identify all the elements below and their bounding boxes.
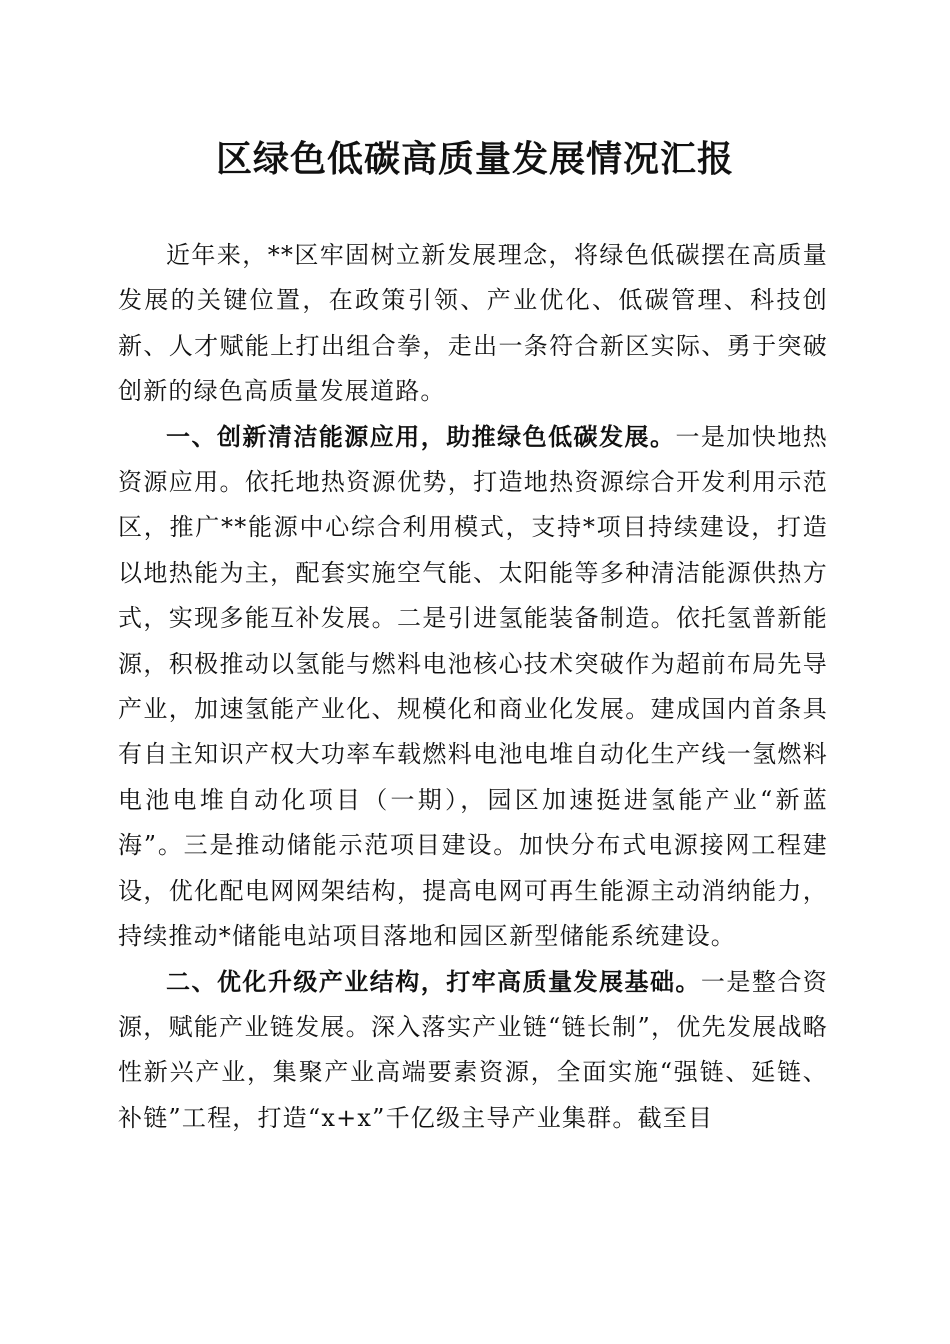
section-1-paragraph — [118, 415, 828, 960]
intro-paragraph: 近年来，**区牢固树立新发展理念，将绿色低碳摆在高质量发展的关键位置，在政策引领、产业优化、低碳管理、科技创新、人才赋能上打出组合拳，走出一条符合新区实际、勇于突破创新的绿色高质量发展道路。 — [118, 241, 828, 406]
section-2-paragraph — [118, 960, 828, 1142]
section-1-heading: 一、创新清洁能源应用，助推绿色低碳发展。 — [166, 422, 676, 451]
section-2-text: 一是整合资源，赋能产业链发展。深入落实产业链“链长制”，优先发展战略性新兴产业，集聚产业高端要素资源，全面实施“强链、延链、补链”工程，打造“x+x”千亿级主导产业集群。截至目 — [118, 967, 829, 1132]
section-2-heading: 二、优化升级产业结构，打牢高质量发展基础。 — [166, 967, 701, 996]
section-1-text: 一是加快地热资源应用。依托地热资源优势，打造地热资源综合开发利用示范区，推广**能源中心综合利用模式，支持*项目持续建设，打造以地热能为主，配套实施空气能、太阳能等多种清洁能源供热方式，实现多能互补发展。二是引进氢能装备制造。依托氢普新能源，积极推动以氢能与燃料电池核心技术突破作为超前布局先导产业，加速氢能产业化、规模化和商业化发展。建成国内首条具有自主知识产权大功率车载燃料电池电堆自动化生产线一氢燃料电池电堆自动化项目（一期），园区加速挺进氢能产业“新蓝海”。三是推动储能示范项目建设。加快分布式电源接网工程建设，优化配电网网架结构，提高电网可再生能源主动消纳能力，持续推动*储能电站项目落地和园区新型储能系统建设。 — [118, 422, 828, 951]
document-body — [118, 233, 828, 1141]
document-title: 区绿色低碳高质量发展情况汇报 — [215, 139, 734, 180]
